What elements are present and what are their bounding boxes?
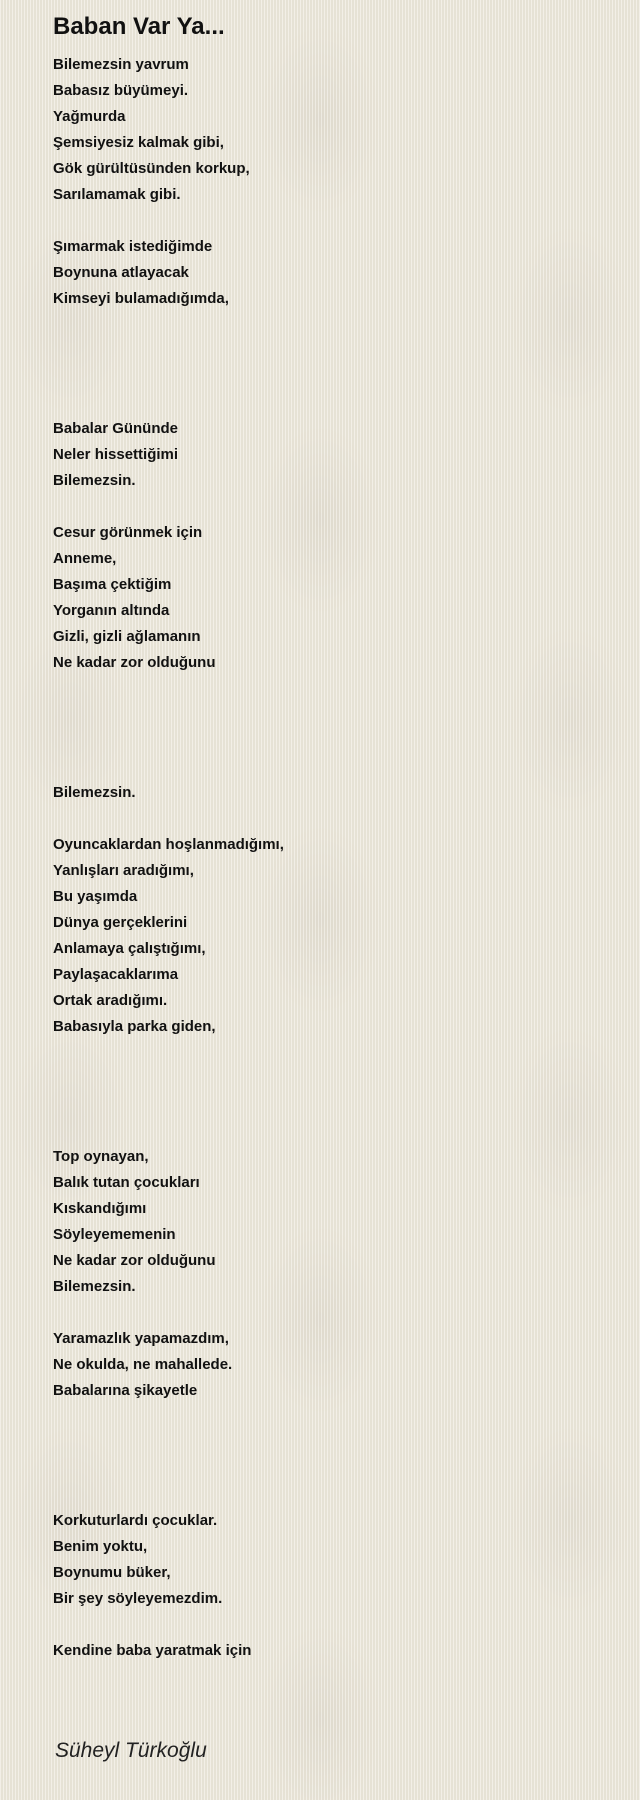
poem-blank-line [53,1040,284,1066]
poem-line: Şemsiyesiz kalmak gibi, [53,134,224,151]
poem-line: Neler hissettiğimi [53,446,179,463]
poem-blank-line [53,702,284,728]
poem-title: Baban Var Ya... [53,13,225,40]
poem-line: Yaramazlık yapamazdım, [53,1330,229,1347]
poem-line: Ne okulda, ne mahallede. [53,1356,233,1373]
poem-blank-line [53,1612,284,1638]
poem-line: Boynumu büker, [53,1564,171,1581]
poem-line: Babasıyla parka giden, [53,1018,216,1035]
poem-line: Söyleyememenin [53,1226,176,1243]
poem-blank-line [53,728,284,754]
poem-line: Yanlışları aradığımı, [53,862,194,879]
poem-line: Kimseyi bulamadığımda, [53,290,229,307]
poem-blank-line [53,1404,284,1430]
poem-line: Babalar Gününde [53,420,179,437]
poem-blank-line [53,1456,284,1482]
poem-blank-line [53,754,284,780]
poem-line: Yağmurda [53,108,126,125]
poem-line: Bilemezsin. [53,1278,136,1295]
poem-line: Ne kadar zor olduğunu [53,654,216,671]
poem-line: Gizli, gizli ağlamanın [53,628,201,645]
poem-blank-line [53,1482,284,1508]
poem-line: Benim yoktu, [53,1538,148,1555]
poem-line: Dünya gerçeklerini [53,914,188,931]
poem-line: Bilemezsin yavrum [53,56,189,73]
poem-blank-line [53,390,284,416]
poem-body [53,52,284,1664]
poem-line: Şımarmak istediğimde [53,238,213,255]
poem-blank-line [53,1092,284,1118]
poem-line: Bilemezsin. [53,784,136,801]
poem-blank-line [53,806,284,832]
poem-line: Balık tutan çocukları [53,1174,200,1191]
poem-line: Anlamaya çalıştığımı, [53,940,206,957]
poem-blank-line [53,494,284,520]
poem-blank-line [53,1118,284,1144]
poem-blank-line [53,1066,284,1092]
poem-author: Süheyl Türkoğlu [55,1739,207,1762]
poem-line: Bir şey söyleyemezdim. [53,1590,223,1607]
poem-line: Bilemezsin. [53,472,136,489]
poem-line: Yorganın altında [53,602,170,619]
poem-line: Boynuna atlayacak [53,264,189,281]
poem-line: Ortak aradığımı. [53,992,168,1009]
poem-line: Ne kadar zor olduğunu [53,1252,216,1269]
poem-line: Korkuturlardı çocuklar. [53,1512,218,1529]
poem-line: Cesur görünmek için [53,524,203,541]
poem-line: Paylaşacaklarıma [53,966,179,983]
poem-line: Başıma çektiğim [53,576,172,593]
poem-blank-line [53,208,284,234]
poem-blank-line [53,1430,284,1456]
poem-line: Kıskandığımı [53,1200,147,1217]
poem-line: Babalarına şikayetle [53,1382,198,1399]
poem-line: Babasız büyümeyi. [53,82,189,99]
poem-line: Oyuncaklardan hoşlanmadığımı, [53,836,284,853]
poem-line: Sarılamamak gibi. [53,186,181,203]
poem-line: Top oynayan, [53,1148,149,1165]
poem-blank-line [53,312,284,338]
poem-line: Bu yaşımda [53,888,138,905]
poem-line: Anneme, [53,550,117,567]
poem-blank-line [53,364,284,390]
poem-blank-line [53,676,284,702]
poem-line: Kendine baba yaratmak için [53,1642,252,1659]
poem-line: Gök gürültüsünden korkup, [53,160,250,177]
poem-blank-line [53,338,284,364]
poem-blank-line [53,1300,284,1326]
